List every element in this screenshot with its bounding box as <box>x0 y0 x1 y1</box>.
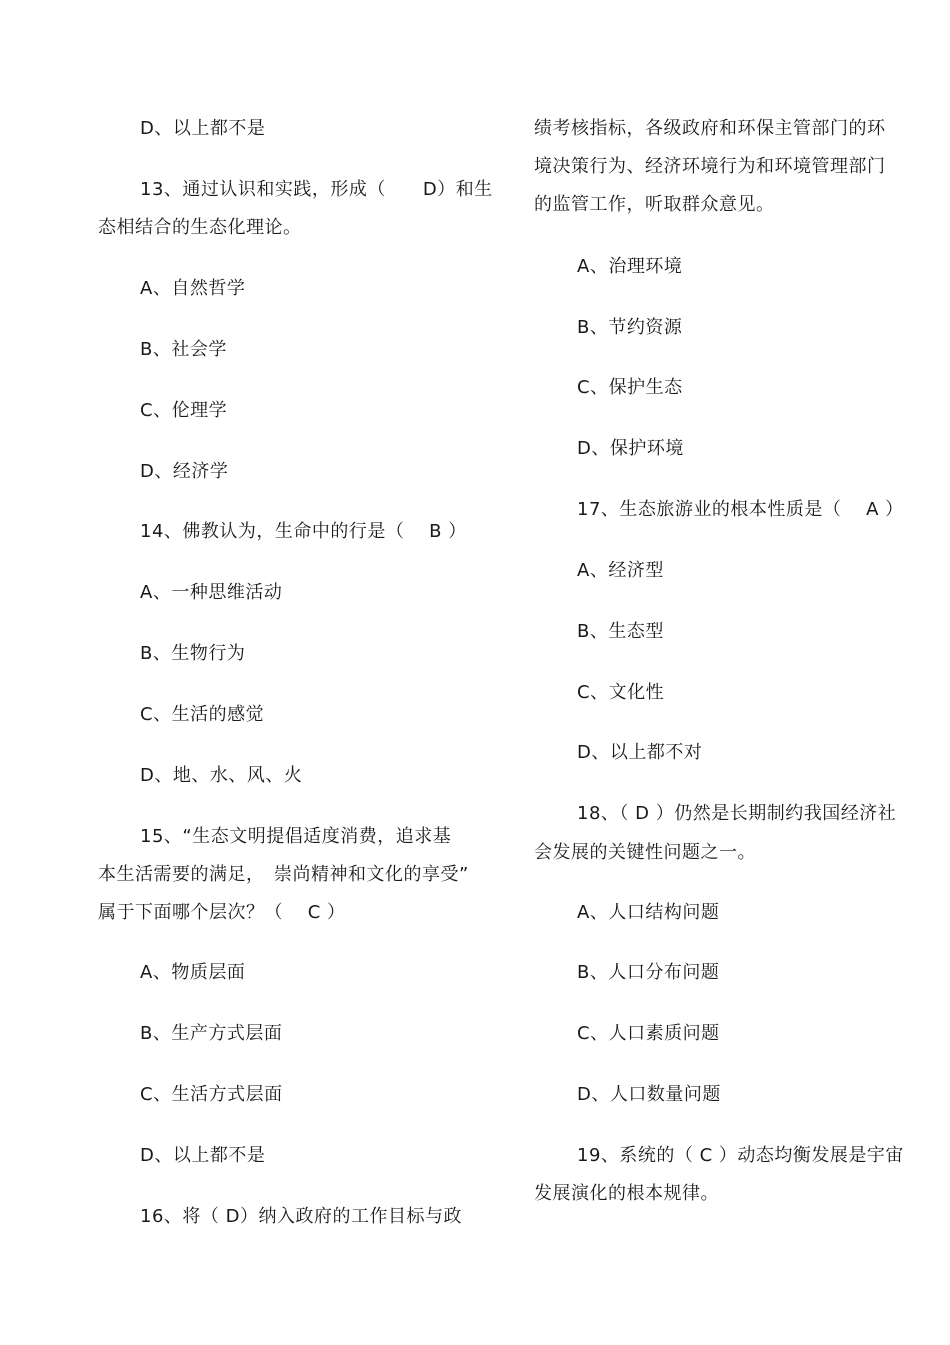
q14-option-c: C、生活的感觉 <box>140 704 265 725</box>
q16-line-3: 境决策行为、经济环境行为和环境管理部门 <box>534 156 886 177</box>
q15-option-d: D、以上都不是 <box>140 1145 266 1166</box>
q18-line-2: 会发展的关键性问题之一。 <box>534 842 756 863</box>
q16-option-c: C、保护生态 <box>577 377 683 398</box>
q13-option-d: D、经济学 <box>140 461 229 482</box>
q17-option-a: A、经济型 <box>577 560 664 581</box>
q15-line-3: 属于下面哪个层次？（ C ） <box>98 902 346 923</box>
q17-option-d: D、以上都不对 <box>577 742 703 763</box>
q15-option-a: A、物质层面 <box>140 962 246 983</box>
q14-option-a: A、一种思维活动 <box>140 582 283 603</box>
q13-line-2: 态相结合的生态化理论。 <box>98 217 302 238</box>
q16-option-a: A、治理环境 <box>577 256 683 277</box>
q19-line-1: 19、系统的（ C ）动态均衡发展是宇宙 <box>577 1145 904 1166</box>
q15-option-c: C、生活方式层面 <box>140 1084 283 1105</box>
q18-line-1: 18、（ D ）仍然是长期制约我国经济社 <box>577 803 897 824</box>
q16-line-1: 16、将（ D）纳入政府的工作目标与政 <box>140 1206 462 1227</box>
q16-line-4: 的监管工作，听取群众意见。 <box>534 194 775 215</box>
q16-option-d: D、保护环境 <box>577 438 684 459</box>
q14-line-1: 14、佛教认为，生命中的行是（ B ） <box>140 521 467 542</box>
q14-option-b: B、生物行为 <box>140 643 246 664</box>
q19-line-2: 发展演化的根本规律。 <box>534 1183 719 1204</box>
q13-option-b: B、社会学 <box>140 339 227 360</box>
q13-line-1: 13、通过认识和实践，形成（ D）和生 <box>140 179 493 200</box>
q13-option-a: A、自然哲学 <box>140 278 246 299</box>
q17-option-b: B、生态型 <box>577 621 664 642</box>
q18-option-a: A、人口结构问题 <box>577 902 720 923</box>
q13-option-c: C、伦理学 <box>140 400 228 421</box>
q14-option-d: D、地、水、风、火 <box>140 765 303 786</box>
q12-option-d: D、以上都不是 <box>140 118 266 139</box>
q18-option-d: D、人口数量问题 <box>577 1084 721 1105</box>
q18-option-b: B、人口分布问题 <box>577 962 720 983</box>
q18-option-c: C、人口素质问题 <box>577 1023 720 1044</box>
q16-option-b: B、节约资源 <box>577 317 683 338</box>
q15-option-b: B、生产方式层面 <box>140 1023 283 1044</box>
q15-line-1: 15、“生态文明提倡适度消费，追求基 <box>140 826 452 847</box>
q15-line-2: 本生活需要的满足， 崇尚精神和文化的享受” <box>98 864 469 885</box>
q17-line-1: 17、生态旅游业的根本性质是（ A ） <box>577 499 904 520</box>
q17-option-c: C、文化性 <box>577 682 665 703</box>
q16-line-2: 绩考核指标，各级政府和环保主管部门的环 <box>534 118 886 139</box>
